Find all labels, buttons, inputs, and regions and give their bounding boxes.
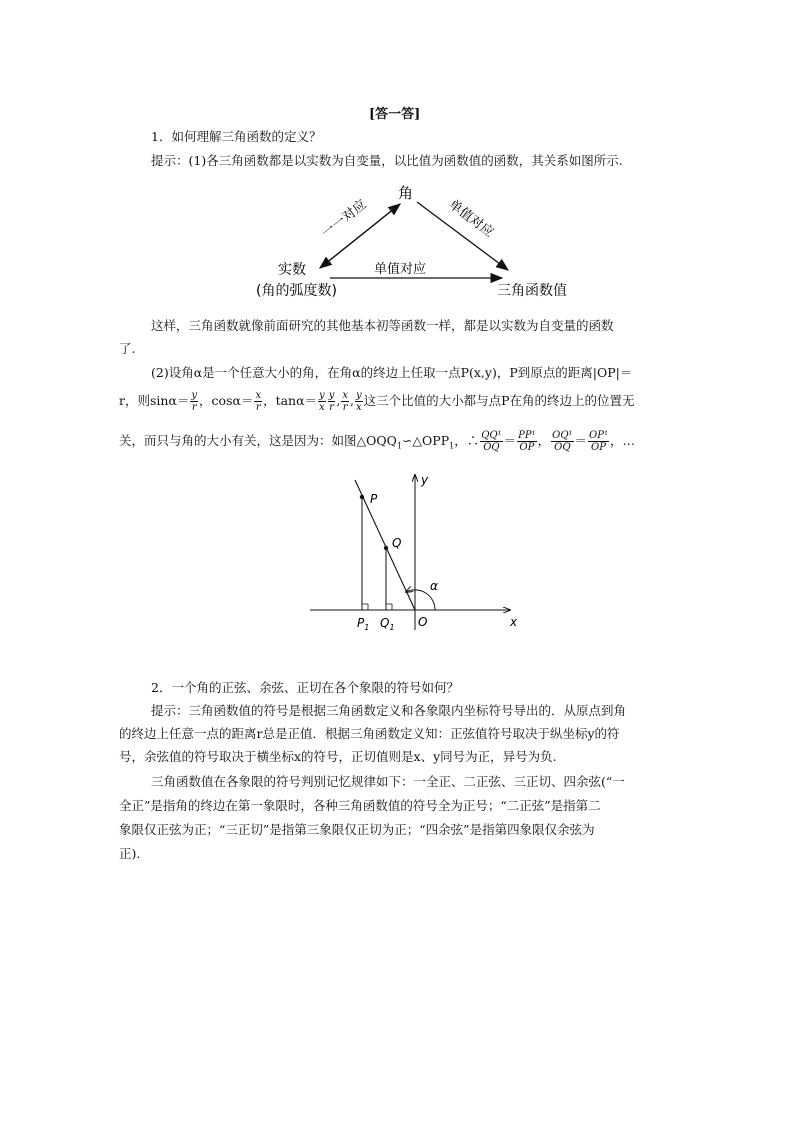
ratio-text: 这三个比值的大小都与点P在角的终边上的位置无	[363, 393, 635, 408]
hint-2-label: 提示：	[151, 703, 189, 718]
fraction-op1-op: $\frac{\text{OP¹}}{OP}$	[589, 430, 608, 453]
coordinate-figure	[300, 470, 540, 640]
diagram-single-bottom-label: 单值对应	[374, 262, 427, 277]
label-q1: $Q_1$	[380, 616, 395, 632]
diagram-angle-label: 角	[398, 184, 414, 202]
point-q	[384, 546, 388, 550]
hint-2-line-1	[151, 701, 626, 721]
label-x-axis: x	[510, 615, 518, 629]
hint-2-line-7: 正).	[119, 846, 141, 861]
diagram-radian-label: (角的弧度数)	[256, 283, 337, 299]
right-angle-q1	[386, 604, 392, 610]
para-2-line-2: 了.	[119, 341, 136, 356]
correspondence-diagram	[240, 178, 600, 303]
fraction-x-over-r: $\frac{x}{r}$	[255, 390, 262, 413]
fraction-pp1-op: $\frac{\text{PP¹}}{OP}$	[518, 430, 536, 453]
label-alpha: α	[430, 579, 438, 593]
label-p: P	[370, 492, 378, 506]
para-3-line-1: (2)设角α是一个任意大小的角，在角α的终边上任取一点P(x,y)，P到原点的距离|OP|＝	[151, 365, 633, 380]
diagram-real-label: 实数	[278, 262, 306, 278]
hint-2-line-3: 号，余弦值的符号取决于横坐标x的符号，正切值则是x、y同号为正，异号为负.	[119, 749, 557, 764]
hint-2-line-6: 象限仅正弦为正；“三正切”是指第三象限仅正切为正；“四余弦”是指第四象限仅余弦为	[119, 822, 595, 837]
ellipsis-text: ，…	[609, 433, 635, 448]
diagram-one-to-one-label: 一一对应	[319, 197, 370, 242]
label-q: Q	[392, 536, 402, 550]
hint-2-line-4: 三角函数值在各象限的符号判别记忆规律如下：一全正、二正弦、三正切、四余弦(“一	[151, 774, 625, 789]
label-origin: O	[418, 615, 428, 629]
diagram-single-right-label: 单值对应	[445, 197, 497, 241]
label-y-axis: y	[421, 473, 429, 487]
tan-text: ，tanα＝	[263, 393, 318, 408]
label-p1: $P_1$	[357, 616, 370, 632]
fraction-qq1-oq: $\frac{\text{QQ¹}}{OQ}$	[481, 430, 502, 453]
fraction-oq1-oq: $\frac{\text{OQ¹}}{OQ}$	[552, 430, 573, 453]
similar-text: 关，而只与角的大小有关，这是因为：如图△OQQ	[119, 433, 397, 448]
right-angle-p1	[362, 604, 368, 610]
para-3-line-3: 关，而只与角的大小有关，这是因为：如图$\triangle OQQ_1∽\triangle OPP_1$，∴ $\frac{\text{QQ¹}}{OQ}$ ＝ $\frac{\text{PP¹}}{OP}$ ， $\frac{\text{OQ¹}}{OQ}$ ＝ $\frac{\text{OP¹}}{OP}$ ，…	[119, 430, 635, 453]
hint-1	[151, 151, 623, 171]
para-2-line-1: 这样，三角函数就像前面研究的其他基本初等函数一样，都是以实数为自变量的函数	[151, 318, 614, 333]
hint-2-line-5: 全正”是指角的终边在第一象限时，各种三角函数值的符号全为正号；“二正弦”是指第二	[119, 798, 601, 813]
fraction-y-over-x-2: $\frac{y}{x}$	[355, 390, 362, 413]
fraction-y-over-r-2: $\frac{y}{r}$	[328, 390, 335, 413]
point-p	[360, 495, 364, 499]
section-heading: [答一答]	[369, 107, 421, 122]
fraction-y-over-r: $\frac{y}{r}$	[191, 390, 198, 413]
hint-2-line-2: 的终边上任意一点的距离r总是正值．根据三角函数定义知：正弦值符号取决于纵坐标y的符	[119, 726, 620, 741]
similar-text-2: ∽△OPP	[401, 433, 450, 448]
therefore-text: ，∴	[454, 433, 480, 448]
terminal-side	[355, 480, 415, 610]
para-3-line-2: r，则sinα＝ $\frac{y}{r}$ ，cosα＝ $\frac{x}{r}$ ，tanα＝ $\frac{y}{x}$ $\frac{y}{r}$ , $\frac{x}{r}$ , $\frac{y}{x}$ 这三个比值的大小都与点P在角的终边上的位置无	[119, 390, 635, 413]
cos-text: ，cosα＝	[199, 393, 254, 408]
hint-1-text: (1)各三角函数都是以实数为自变量，以比值为函数值的函数，其关系如图所示.	[188, 153, 623, 168]
sin-text: r，则sinα＝	[119, 393, 190, 408]
question-1: 1．如何理解三角函数的定义？	[151, 129, 322, 144]
diagram-trig-label: 三角函数值	[497, 283, 567, 299]
hint-2-text: 三角函数值的符号是根据三角函数定义和各象限内坐标符号导出的．从原点到角	[188, 703, 627, 718]
question-2: 2．一个角的正弦、余弦、正切在各个象限的符号如何？	[151, 680, 459, 695]
fraction-x-over-r-2: $\frac{x}{r}$	[342, 390, 348, 413]
fraction-y-over-x: $\frac{y}{x}$	[319, 390, 325, 413]
hint-label: 提示：	[151, 153, 189, 168]
